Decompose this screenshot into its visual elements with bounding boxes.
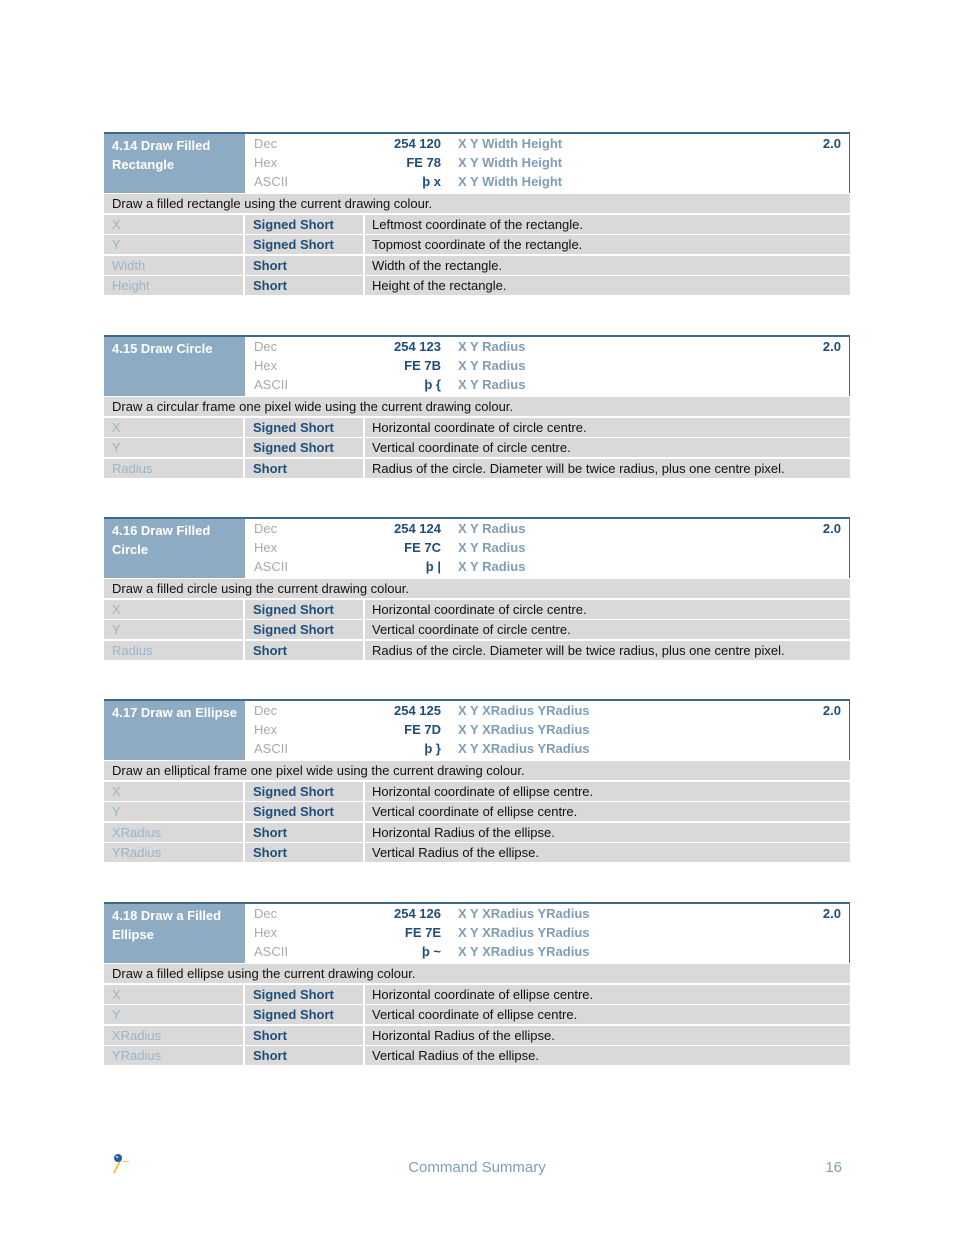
code-value: FE 7E: [404, 925, 441, 940]
code-params: X Y Width Height: [458, 174, 563, 189]
code-params: X Y XRadius YRadius: [458, 944, 590, 959]
argument-description: Horizontal coordinate of ellipse centre.: [365, 985, 850, 1004]
command-block: [104, 335, 850, 478]
code-label: ASCII: [254, 174, 288, 189]
argument-description: Vertical Radius of the ellipse.: [365, 843, 850, 862]
argument-type: Signed Short: [245, 802, 363, 821]
argument-type: Signed Short: [245, 985, 363, 1004]
argument-row: [104, 276, 850, 295]
argument-row: [104, 802, 850, 821]
code-params: X Y Width Height: [458, 155, 563, 170]
argument-type: Signed Short: [245, 235, 363, 254]
command-title: 4.18 Draw a Filled Ellipse: [104, 904, 245, 963]
argument-row: [104, 641, 850, 660]
argument-description: Width of the rectangle.: [365, 256, 850, 275]
code-value: þ ~: [421, 944, 441, 959]
code-params: X Y Radius: [458, 559, 526, 574]
argument-row: [104, 256, 850, 275]
version-number: 2.0: [822, 136, 841, 151]
argument-row: [104, 418, 850, 437]
argument-row: [104, 438, 850, 457]
code-value: þ |: [425, 559, 441, 574]
argument-row: [104, 843, 850, 862]
code-value: þ x: [422, 174, 441, 189]
argument-name: X: [104, 418, 243, 437]
argument-row: [104, 235, 850, 254]
argument-name: Y: [104, 1005, 243, 1024]
command-description: Draw a filled ellipse using the current drawing colour.: [104, 964, 850, 983]
code-value: FE 7B: [404, 358, 441, 373]
argument-type: Short: [245, 843, 363, 862]
code-row: [245, 739, 849, 758]
command-codes: [245, 337, 850, 396]
code-label: ASCII: [254, 559, 288, 574]
argument-type: Signed Short: [245, 215, 363, 234]
argument-type: Signed Short: [245, 418, 363, 437]
code-value: 254 125: [394, 703, 441, 718]
argument-description: Topmost coordinate of the rectangle.: [365, 235, 850, 254]
code-label: Hex: [254, 925, 278, 940]
argument-description: Radius of the circle. Diameter will be twice radius, plus one centre pixel.: [365, 459, 850, 478]
argument-name: Height: [104, 276, 243, 295]
argument-name: Y: [104, 438, 243, 457]
argument-type: Short: [245, 1026, 363, 1045]
code-label: Hex: [254, 540, 278, 555]
argument-name: XRadius: [104, 1026, 243, 1045]
argument-type: Signed Short: [245, 600, 363, 619]
argument-name: Y: [104, 620, 243, 639]
code-row: [245, 356, 849, 375]
command-block: [104, 517, 850, 660]
code-value: 254 120: [394, 136, 441, 151]
command-description: Draw a filled circle using the current drawing colour.: [104, 579, 850, 598]
argument-row: [104, 1005, 850, 1024]
argument-description: Vertical coordinate of ellipse centre.: [365, 1005, 850, 1024]
argument-row: [104, 1046, 850, 1065]
argument-description: Horizontal Radius of the ellipse.: [365, 1026, 850, 1045]
code-row: [245, 557, 849, 576]
argument-type: Signed Short: [245, 620, 363, 639]
version-number: 2.0: [822, 703, 841, 718]
command-block: [104, 902, 850, 1065]
command-block: [104, 699, 850, 862]
command-codes: [245, 904, 850, 963]
code-label: ASCII: [254, 741, 288, 756]
code-row: [245, 942, 849, 961]
argument-description: Horizontal Radius of the ellipse.: [365, 823, 850, 842]
code-value: FE 78: [406, 155, 441, 170]
code-value: 254 124: [394, 521, 441, 536]
code-params: X Y Radius: [458, 521, 526, 536]
command-description: Draw an elliptical frame one pixel wide using the current drawing colour.: [104, 761, 850, 780]
argument-name: YRadius: [104, 1046, 243, 1065]
page-number: 16: [825, 1159, 842, 1176]
command-codes: [245, 701, 850, 760]
argument-type: Signed Short: [245, 782, 363, 801]
code-row: [245, 904, 849, 923]
code-row: [245, 538, 849, 557]
command-header: [104, 132, 850, 193]
code-label: Hex: [254, 155, 278, 170]
argument-description: Vertical coordinate of circle centre.: [365, 620, 850, 639]
argument-name: XRadius: [104, 823, 243, 842]
footer-section-title: Command Summary: [408, 1159, 546, 1176]
code-params: X Y XRadius YRadius: [458, 741, 590, 756]
argument-row: [104, 985, 850, 1004]
command-header: [104, 517, 850, 578]
argument-name: Y: [104, 802, 243, 821]
code-row: [245, 923, 849, 942]
argument-row: [104, 620, 850, 639]
code-label: ASCII: [254, 944, 288, 959]
code-params: X Y Width Height: [458, 136, 563, 151]
argument-row: [104, 1026, 850, 1045]
code-row: [245, 720, 849, 739]
code-params: X Y Radius: [458, 358, 526, 373]
code-params: X Y XRadius YRadius: [458, 906, 590, 921]
command-description: Draw a circular frame one pixel wide using the current drawing colour.: [104, 397, 850, 416]
argument-type: Short: [245, 823, 363, 842]
code-value: þ {: [424, 377, 441, 392]
command-title: 4.16 Draw Filled Circle: [104, 519, 245, 578]
argument-description: Horizontal coordinate of circle centre.: [365, 600, 850, 619]
command-description: Draw a filled rectangle using the current drawing colour.: [104, 194, 850, 213]
argument-type: Short: [245, 459, 363, 478]
code-row: [245, 134, 849, 153]
command-header: [104, 699, 850, 760]
code-value: FE 7D: [404, 722, 441, 737]
argument-description: Radius of the circle. Diameter will be twice radius, plus one centre pixel.: [365, 641, 850, 660]
command-title: 4.14 Draw Filled Rectangle: [104, 134, 245, 193]
argument-type: Short: [245, 1046, 363, 1065]
code-row: [245, 519, 849, 538]
code-label: Hex: [254, 358, 278, 373]
argument-description: Vertical coordinate of ellipse centre.: [365, 802, 850, 821]
argument-row: [104, 459, 850, 478]
code-label: Dec: [254, 136, 278, 151]
command-header: [104, 902, 850, 963]
argument-description: Horizontal coordinate of ellipse centre.: [365, 782, 850, 801]
command-codes: [245, 134, 850, 193]
code-value: 254 123: [394, 339, 441, 354]
argument-type: Short: [245, 276, 363, 295]
command-title: 4.17 Draw an Ellipse: [104, 701, 245, 760]
code-params: X Y Radius: [458, 339, 526, 354]
argument-name: Radius: [104, 459, 243, 478]
argument-type: Short: [245, 256, 363, 275]
code-label: Dec: [254, 339, 278, 354]
argument-type: Signed Short: [245, 1005, 363, 1024]
argument-description: Horizontal coordinate of circle centre.: [365, 418, 850, 437]
code-value: FE 7C: [404, 540, 441, 555]
command-codes: [245, 519, 850, 578]
argument-name: X: [104, 600, 243, 619]
argument-type: Short: [245, 641, 363, 660]
code-params: X Y Radius: [458, 540, 526, 555]
version-number: 2.0: [822, 521, 841, 536]
argument-name: X: [104, 215, 243, 234]
command-title: 4.15 Draw Circle: [104, 337, 245, 396]
argument-row: [104, 215, 850, 234]
argument-description: Height of the rectangle.: [365, 276, 850, 295]
argument-type: Signed Short: [245, 438, 363, 457]
code-label: Dec: [254, 906, 278, 921]
version-number: 2.0: [822, 339, 841, 354]
argument-name: Width: [104, 256, 243, 275]
command-block: [104, 132, 850, 295]
argument-name: Y: [104, 235, 243, 254]
argument-name: Radius: [104, 641, 243, 660]
code-params: X Y XRadius YRadius: [458, 722, 590, 737]
code-params: X Y XRadius YRadius: [458, 703, 590, 718]
code-value: 254 126: [394, 906, 441, 921]
command-header: [104, 335, 850, 396]
code-label: ASCII: [254, 377, 288, 392]
argument-name: X: [104, 782, 243, 801]
argument-name: X: [104, 985, 243, 1004]
argument-description: Vertical Radius of the ellipse.: [365, 1046, 850, 1065]
code-row: [245, 172, 849, 191]
code-label: Dec: [254, 703, 278, 718]
code-row: [245, 153, 849, 172]
argument-row: [104, 823, 850, 842]
code-value: þ }: [424, 741, 441, 756]
argument-description: Vertical coordinate of circle centre.: [365, 438, 850, 457]
argument-name: YRadius: [104, 843, 243, 862]
code-params: X Y XRadius YRadius: [458, 925, 590, 940]
argument-row: [104, 600, 850, 619]
code-params: X Y Radius: [458, 377, 526, 392]
code-row: [245, 337, 849, 356]
argument-description: Leftmost coordinate of the rectangle.: [365, 215, 850, 234]
code-row: [245, 701, 849, 720]
code-row: [245, 375, 849, 394]
version-number: 2.0: [822, 906, 841, 921]
argument-row: [104, 782, 850, 801]
code-label: Dec: [254, 521, 278, 536]
code-label: Hex: [254, 722, 278, 737]
